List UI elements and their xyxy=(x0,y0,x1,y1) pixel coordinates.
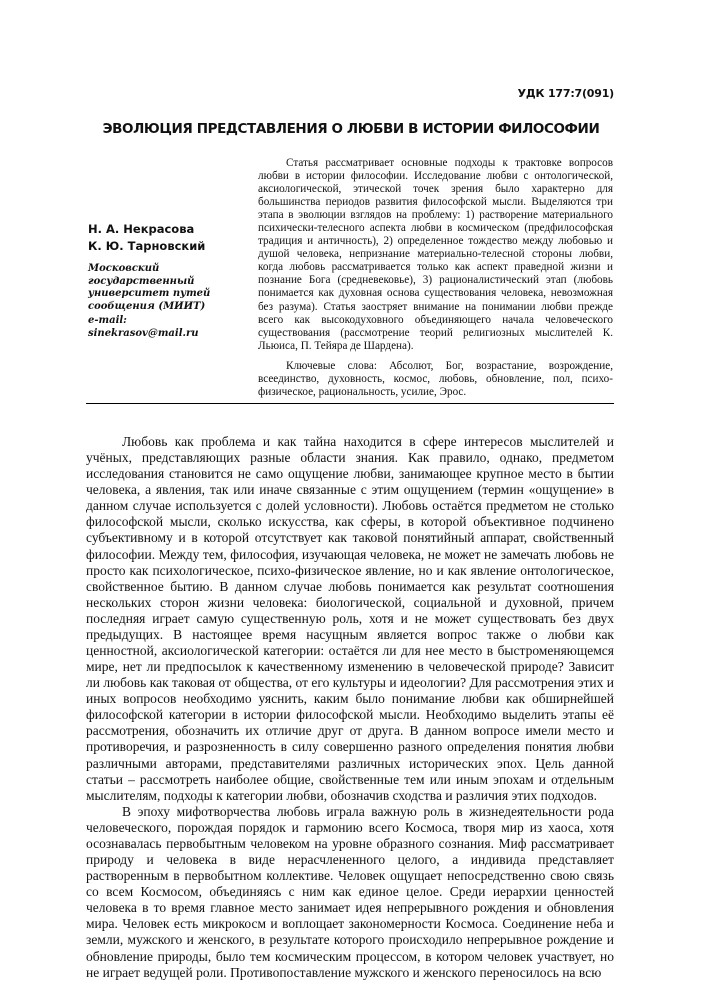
udk-code: УДК 177:7(091) xyxy=(517,87,614,100)
abstract-text: Статья рассматривает основные подходы к трактовке вопросов любви в истории философии. Исследование любви с онтологической, аксиологической, этической точек зрения было характерно для большинства периодов развития философской мысли. Выделяются три этапа в эволюции взглядов на проблему: 1) растворение материального психически-телесного аспекта любви в космическом (предфилософская традиция и античность), 2) определенное тождество между любовью и душой человека, непризнание материально-телесной стороны любви, когда любовь рассматривается только как аспект праведной жизни и познание Бога (средневековье), 3) рационалистический этап (любовь понимается как духовная основа существования человека, невозможная без разума). Статья заостряет внимание на понимании любви прежде всего как высокодуховного объединяющего начала человеческого существования (рассмотрение теорий религиозных мыслителей К. Льюиса, П. Тейяра де Шардена). xyxy=(258,157,613,352)
author-list xyxy=(88,221,248,255)
body-paragraph: В эпоху мифотворчества любовь играла важную роль в жизнедеятельности рода человеческого, порождая порядок и гармонию всего Космоса, творя мир из хаоса, хотя осознавалась первобытным человеком на уровне образного сознания. Миф рассматривает природу и человека в виде нерасчлененного целого, а индивида представляет растворенным в первобытном коллективе. Человек ощущает непосредственно свою связь со всем Космосом, объединяясь с ним как единое целое. Среди иерархии ценностей человека в то время главное место занимает идея непрерывного рождения и обновления мира. Человек есть микрокосм и воплощает закономерности Космоса. Соединение неба и земли, мужского и женского, в результате которого происходило непрерывное рождение и обновление природы, было тем космическим процессом, в котором человек участвует, но не играет ведущей роли. Противопоставление мужского и женского переносилось на всю xyxy=(86,803,614,980)
contact-email-block xyxy=(88,315,248,340)
keywords: Ключевые слова: Абсолют, Бог, возрастание, возрождение, всеединство, духовность, космос, любовь, обновление, пол, психо-физическое, рациональность, усилие, Эрос. xyxy=(258,359,613,398)
affiliation: Московский государственный университет путей сообщения (МИИТ) xyxy=(88,263,211,312)
body-paragraph: Любовь как проблема и как тайна находится в сфере интересов мыслителей и учёных, представляющих разные области знания. Как правило, однако, предметом исследования становится не само ощущение любви, занимающее крупное место в бытии человека, а явления, так или иначе связанные с этим ощущением (термин «ощущение» в данном случае используется с долей условности). Любовь остаётся предметом не столько философской мысли, сколько искусства, как сферы, в которой объективное подчинено субъективному и в которой отсутствует как таковой понятийный аппарат, свойственный философии. Между тем, философия, изучающая человека, не может не замечать любовь не просто как психологическое, психо-физическое явление, но и как явление онтологическое, свойственное бытию. В данном случае любовь понимается как результат соотношения нескольких сторон жизни человека: биологической, социальной и духовной, причем последняя играет самую существенную роль, хотя и не может существовать без двух предыдущих. В настоящее время насущным является вопрос также о любви как ценностной, аксиологической категории: остаётся ли для нее место в быстроменяющемся мире, нет ли предпосылок к качественному изменению в человеческой природе? Зависит ли любовь как таковая от общества, от его культуры и идеологии? Для рассмотрения этих и иных вопросов необходимо уяснить, каким было понимание любви как обширнейшей философской категории в истории философской мысли. Необходимо выделить этапы её рассмотрения, обозначить их отличие друг от друга. В данном вопросе имели место и противоречия, и разрозненность в силу совершенно разного определения понятия любви различными авторами, представителями различных исторических эпох. Цель данной статьи – рассмотреть наиболее общие, свойственные тем или иным эпохам и отдельным мыслителям, подходы к категории любви, обозначив сходства и различия этих подходов. xyxy=(86,434,614,803)
article-body xyxy=(86,434,614,981)
section-divider xyxy=(86,403,614,404)
email-label: e-mail: xyxy=(88,315,127,326)
author-name: К. Ю. Тарновский xyxy=(88,239,206,253)
author-name: Н. А. Некрасова xyxy=(88,222,195,236)
abstract-block xyxy=(258,157,613,399)
article-title: ЭВОЛЮЦИЯ ПРЕДСТАВЛЕНИЯ О ЛЮБВИ В ИСТОРИИ ФИЛОСОФИИ xyxy=(102,121,600,137)
email-address: sinekrasov@mail.ru xyxy=(88,327,199,339)
